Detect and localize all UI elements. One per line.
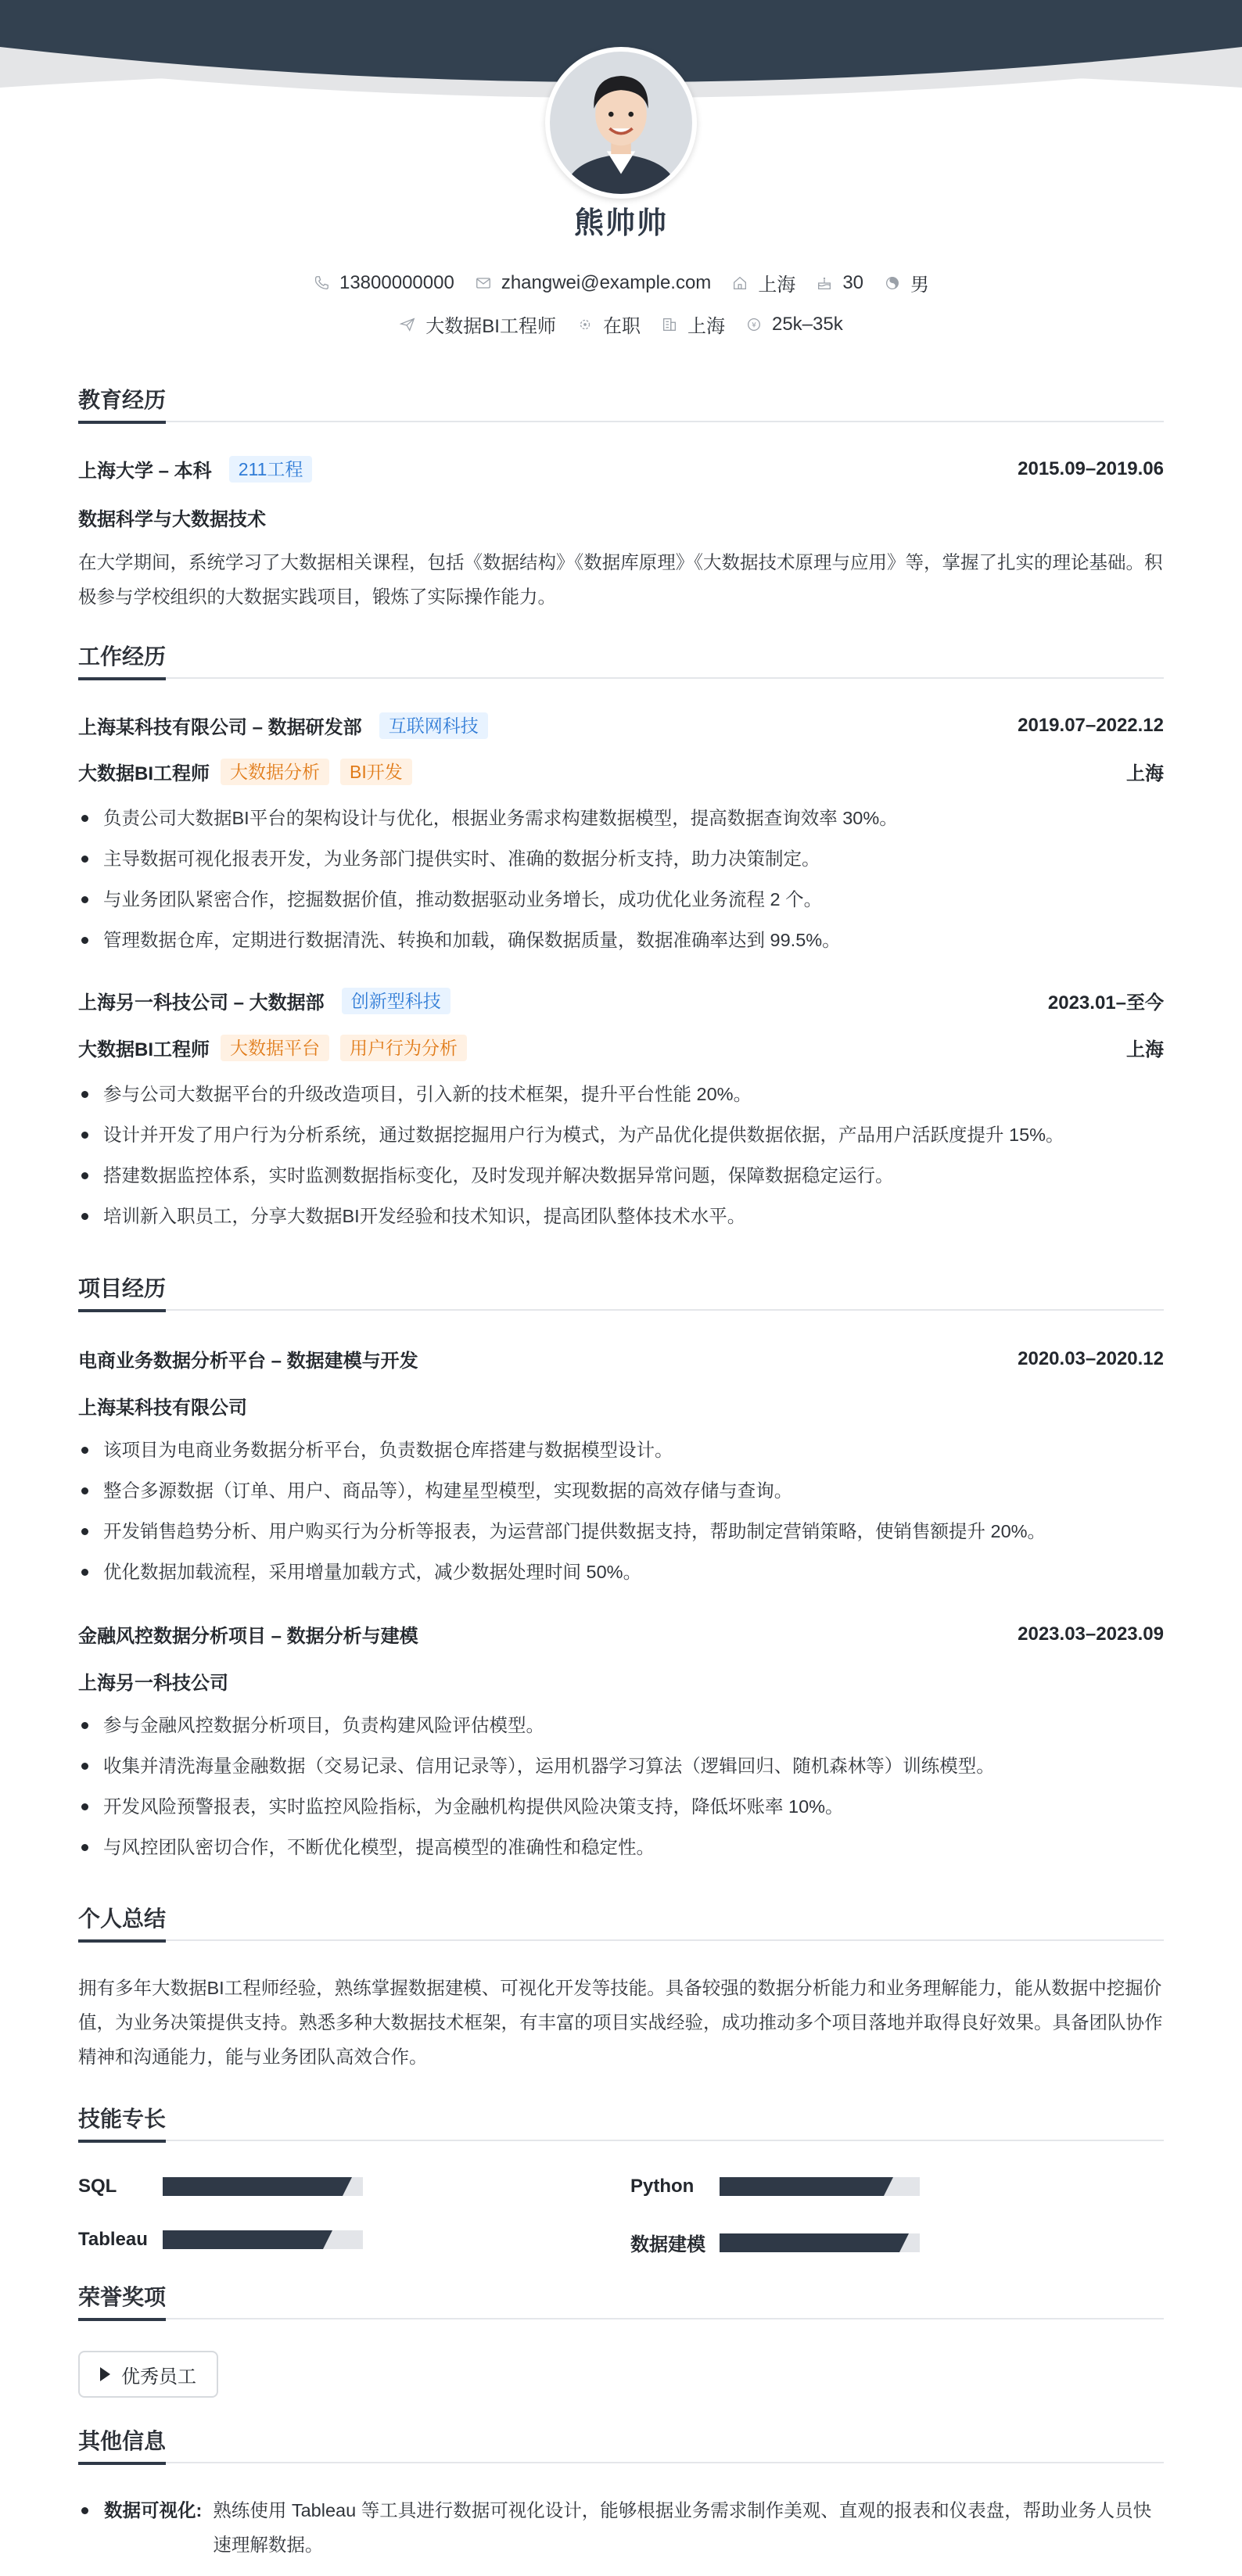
bullet-dot — [81, 2507, 88, 2514]
section-title-education: 教育经历 — [78, 386, 1164, 422]
other-info-value: 熟练使用 Tableau 等工具进行数据可视化设计，能够根据业务需求制作美观、直观的报表和仪表盘，帮助业务人员快速理解数据。 — [213, 2500, 1152, 2555]
city-text: 上海 — [758, 274, 796, 296]
summary-text: 拥有多年大数据BI工程师经验，熟练掌握数据建模、可视化开发等技能。具备较强的数据分析能力和业务理解能力，能从数据中挖掘价值，为业务决策提供支持。熟悉多种大数据技术框架，有丰富的项目实战经验，成功推动多个项目落地并取得良好效果。具备团队协作精神和沟通能力，能与业务团队高效合作。 — [78, 1978, 1163, 2067]
education-header — [78, 455, 1164, 483]
section-title-honors: 荣誉奖项 — [78, 2284, 1164, 2319]
avatar — [545, 47, 697, 199]
skill-data-modeling — [630, 2229, 920, 2256]
list-item: 培训新入职员工，分享大数据BI开发经验和技术知识，提高团队整体技术水平。 — [78, 1196, 1164, 1236]
skill-label: 数据建模 — [630, 2234, 705, 2255]
list-item: 管理数据仓库，定期进行数据清洗、转换和加载，确保数据质量，数据准确率达到 99.5%。 — [78, 920, 1164, 960]
list-item: 搭建数据监控体系，实时监测数据指标变化，及时发现并解决数据异常问题，保障数据稳定运行。 — [78, 1155, 1164, 1196]
list-item: 开发风险预警报表，实时监控风险指标，为金融机构提供风险决策支持，降低坏账率 10%。 — [78, 1786, 1164, 1827]
phone-icon — [313, 274, 330, 292]
skill-label: Tableau — [78, 2229, 148, 2250]
project-1-period: 2020.03–2020.12 — [1018, 1347, 1164, 1369]
list-item: 整合多源数据（订单、用户、商品等），构建星型模型，实现数据的高效存储与查询。 — [78, 1470, 1164, 1511]
work-2-role-tag: 用户行为分析 — [340, 1035, 467, 1061]
status-icon — [576, 316, 594, 333]
email-item — [475, 272, 712, 294]
project-2-bullets — [78, 1705, 1164, 1867]
building-icon — [661, 316, 678, 333]
list-item: 主导数据可视化报表开发，为业务部门提供实时、准确的数据分析支持，助力决策制定。 — [78, 838, 1164, 879]
project-2-company: 上海另一科技公司 — [78, 1673, 228, 1694]
list-item: 优化数据加载流程，采用增量加载方式，减少数据处理时间 50%。 — [78, 1552, 1164, 1592]
section-title-summary: 个人总结 — [78, 1905, 1164, 1941]
section-title-skills: 技能专长 — [78, 2105, 1164, 2141]
target-city-text: 上海 — [687, 316, 725, 337]
work-1-role-tag: 大数据分析 — [221, 759, 329, 785]
salary-text: 25k–35k — [771, 313, 843, 335]
other-info-key: 数据可视化: — [104, 2500, 203, 2520]
status-item — [576, 310, 641, 338]
salary-item — [745, 314, 843, 335]
list-item: 参与公司大数据平台的升级改造项目，引入新的技术框架，提升平台性能 20%。 — [78, 1074, 1164, 1114]
work-1-period: 2019.07–2022.12 — [1018, 714, 1164, 736]
work-1-role-row — [78, 758, 1164, 785]
work-1-bullets — [78, 798, 1164, 960]
skill-label: SQL — [78, 2176, 117, 2197]
home-icon — [731, 274, 748, 292]
project-2-header — [78, 1620, 1164, 1648]
list-item: 开发销售趋势分析、用户购买行为分析等报表，为运营部门提供数据支持，帮助制定营销策略，使销售额提升 20%。 — [78, 1511, 1164, 1552]
work-2-role-row — [78, 1034, 1164, 1061]
honor-label: 优秀员工 — [121, 2366, 196, 2388]
project-1-title: 电商业务数据分析平台 – 数据建模与开发 — [78, 1351, 418, 1372]
skill-label: Python — [630, 2176, 695, 2197]
skill-python — [630, 2176, 920, 2197]
phone-text: 13800000000 — [339, 271, 454, 293]
school-name: 上海大学 – 本科 — [78, 461, 212, 482]
work-2-role: 大数据BI工程师 — [78, 1039, 210, 1060]
list-item: 与业务团队紧密合作，挖掘数据价值，推动数据驱动业务增长，成功优化业务流程 2 个。 — [78, 879, 1164, 920]
mail-icon — [475, 274, 492, 292]
job-info-row — [0, 310, 1242, 338]
work-1-tag: 互联网科技 — [379, 712, 488, 739]
cake-icon — [816, 274, 833, 292]
email-text: zhangwei@example.com — [501, 271, 712, 293]
send-icon — [399, 316, 416, 333]
work-2-tag: 创新型科技 — [342, 988, 450, 1014]
work-2-company: 上海另一科技公司 – 大数据部 — [78, 992, 325, 1014]
work-2-period: 2023.01–至今 — [1047, 992, 1164, 1014]
skill-bar — [163, 2177, 363, 2196]
city-item — [731, 269, 795, 296]
phone-item — [313, 272, 454, 294]
skill-bar — [720, 2233, 920, 2252]
work-1-header — [78, 712, 1164, 739]
education-description: 在大学期间，系统学习了大数据相关课程，包括《数据结构》《数据库原理》《大数据技术原理与应用》等，掌握了扎实的理论基础。积极参与学校组织的大数据实践项目，锻炼了实际操作能力。 — [78, 552, 1163, 607]
skill-sql — [78, 2176, 363, 2197]
work-1-company: 上海某科技有限公司 – 数据研发部 — [78, 717, 362, 738]
other-info-item — [78, 2493, 1164, 2562]
position-item — [399, 310, 556, 338]
work-1-location: 上海 — [1126, 763, 1164, 784]
work-2-role-tag: 大数据平台 — [221, 1035, 329, 1061]
work-2-bullets — [78, 1074, 1164, 1236]
target-city-item — [661, 310, 725, 338]
work-2-location: 上海 — [1126, 1039, 1164, 1060]
money-icon — [745, 316, 763, 333]
list-item: 参与金融风控数据分析项目，负责构建风险评估模型。 — [78, 1705, 1164, 1745]
list-item: 负责公司大数据BI平台的架构设计与优化，根据业务需求构建数据模型，提高数据查询效率 30%。 — [78, 798, 1164, 838]
project-1-bullets — [78, 1430, 1164, 1592]
education-period: 2015.09–2019.06 — [1018, 457, 1164, 479]
status-text: 在职 — [602, 316, 641, 337]
section-title-work: 工作经历 — [78, 643, 1164, 679]
svg-text:¥: ¥ — [752, 321, 756, 330]
school-tag: 211工程 — [229, 456, 313, 483]
skill-bar-fill — [163, 2230, 323, 2249]
list-item: 该项目为电商业务数据分析平台，负责数据仓库搭建与数据模型设计。 — [78, 1430, 1164, 1470]
age-text: 30 — [842, 271, 864, 293]
project-2-title: 金融风控数据分析项目 – 数据分析与建模 — [78, 1626, 418, 1647]
work-2-header — [78, 987, 1164, 1014]
skill-bar-fill — [720, 2233, 899, 2252]
contact-info-row — [0, 269, 1242, 296]
honor-badge — [78, 2351, 218, 2398]
list-item: 收集并清洗海量金融数据（交易记录、信用记录等），运用机器学习算法（逻辑回归、随机森林等）训练模型。 — [78, 1745, 1164, 1786]
gender-icon — [884, 274, 901, 292]
section-title-projects: 项目经历 — [78, 1275, 1164, 1311]
work-1-role: 大数据BI工程师 — [78, 763, 210, 784]
gender-text: 男 — [910, 274, 930, 296]
list-item: 设计并开发了用户行为分析系统，通过数据挖掘用户行为模式，为产品优化提供数据依据，产品用户活跃度提升 15%。 — [78, 1114, 1164, 1155]
skill-bar — [163, 2230, 363, 2249]
skill-bar — [720, 2177, 920, 2196]
skill-bar-fill — [163, 2177, 343, 2196]
skill-tableau — [78, 2229, 363, 2251]
age-item — [816, 272, 863, 294]
project-2-period: 2023.03–2023.09 — [1018, 1623, 1164, 1645]
section-title-other: 其他信息 — [78, 2427, 1164, 2463]
candidate-name: 熊帅帅 — [573, 207, 668, 240]
triangle-icon — [100, 2367, 110, 2381]
position-text: 大数据BI工程师 — [425, 316, 556, 337]
education-major: 数据科学与大数据技术 — [78, 509, 266, 530]
list-item: 与风控团队密切合作，不断优化模型，提高模型的准确性和稳定性。 — [78, 1827, 1164, 1867]
project-1-company: 上海某科技有限公司 — [78, 1397, 247, 1419]
project-1-header — [78, 1345, 1164, 1372]
skill-bar-fill — [720, 2177, 884, 2196]
work-1-role-tag: BI开发 — [340, 759, 412, 785]
gender-item — [884, 269, 929, 296]
